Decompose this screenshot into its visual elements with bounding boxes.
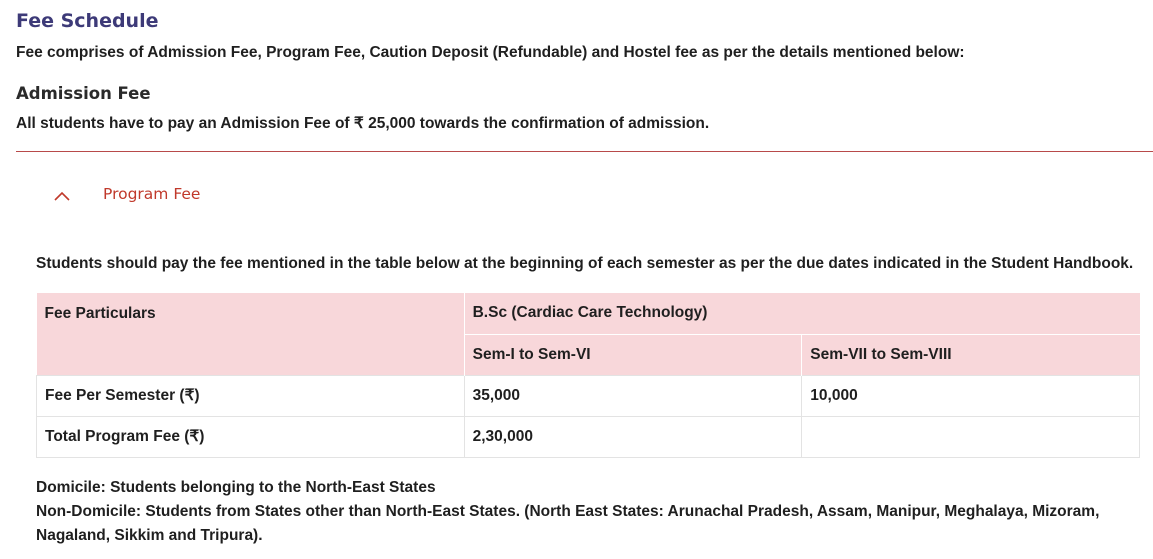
section-divider (16, 151, 1153, 152)
row-label: Total Program Fee (₹) (37, 416, 465, 457)
row-value (802, 416, 1140, 457)
program-fee-text: Students should pay the fee mentioned in the table below at the beginning of each semester as per the due dates indicated in the Student Handbook. (36, 255, 1134, 272)
non-domicile-note: Non-Domicile: Students from States other than North-East States. (North East States: Arunachal Pradesh, Assam, Manipur, Meghalaya, Mizoram, Nagaland, Sikkim and Tripura). (36, 503, 1100, 544)
intro-text: Fee comprises of Admission Fee, Program Fee, Caution Deposit (Refundable) and Hostel fee as per the details mentioned below: (16, 44, 965, 61)
table-row (37, 416, 1140, 457)
row-value: 35,000 (464, 375, 802, 416)
program-header: B.Sc (Cardiac Care Technology) (464, 293, 1139, 334)
domicile-notes (36, 476, 1126, 548)
sem-1-6-header: Sem-I to Sem-VI (464, 334, 802, 375)
row-label: Fee Per Semester (₹) (37, 375, 465, 416)
sem-7-8-header: Sem-VII to Sem-VIII (802, 334, 1140, 375)
domicile-note: Domicile: Students belonging to the North-East States (36, 479, 436, 496)
page-title: Fee Schedule (16, 10, 159, 32)
fee-table (36, 293, 1140, 458)
program-fee-accordion-toggle[interactable] (50, 180, 350, 208)
admission-fee-heading: Admission Fee (16, 84, 151, 103)
admission-fee-text: All students have to pay an Admission Fee of ₹ 25,000 towards the confirmation of admission. (16, 115, 710, 132)
table-header-row (37, 293, 1140, 334)
row-value: 10,000 (802, 375, 1140, 416)
program-fee-accordion-title: Program Fee (103, 185, 201, 203)
row-value: 2,30,000 (464, 416, 802, 457)
fee-particulars-header: Fee Particulars (37, 293, 465, 375)
table-row (37, 375, 1140, 416)
chevron-up-icon (50, 184, 74, 204)
